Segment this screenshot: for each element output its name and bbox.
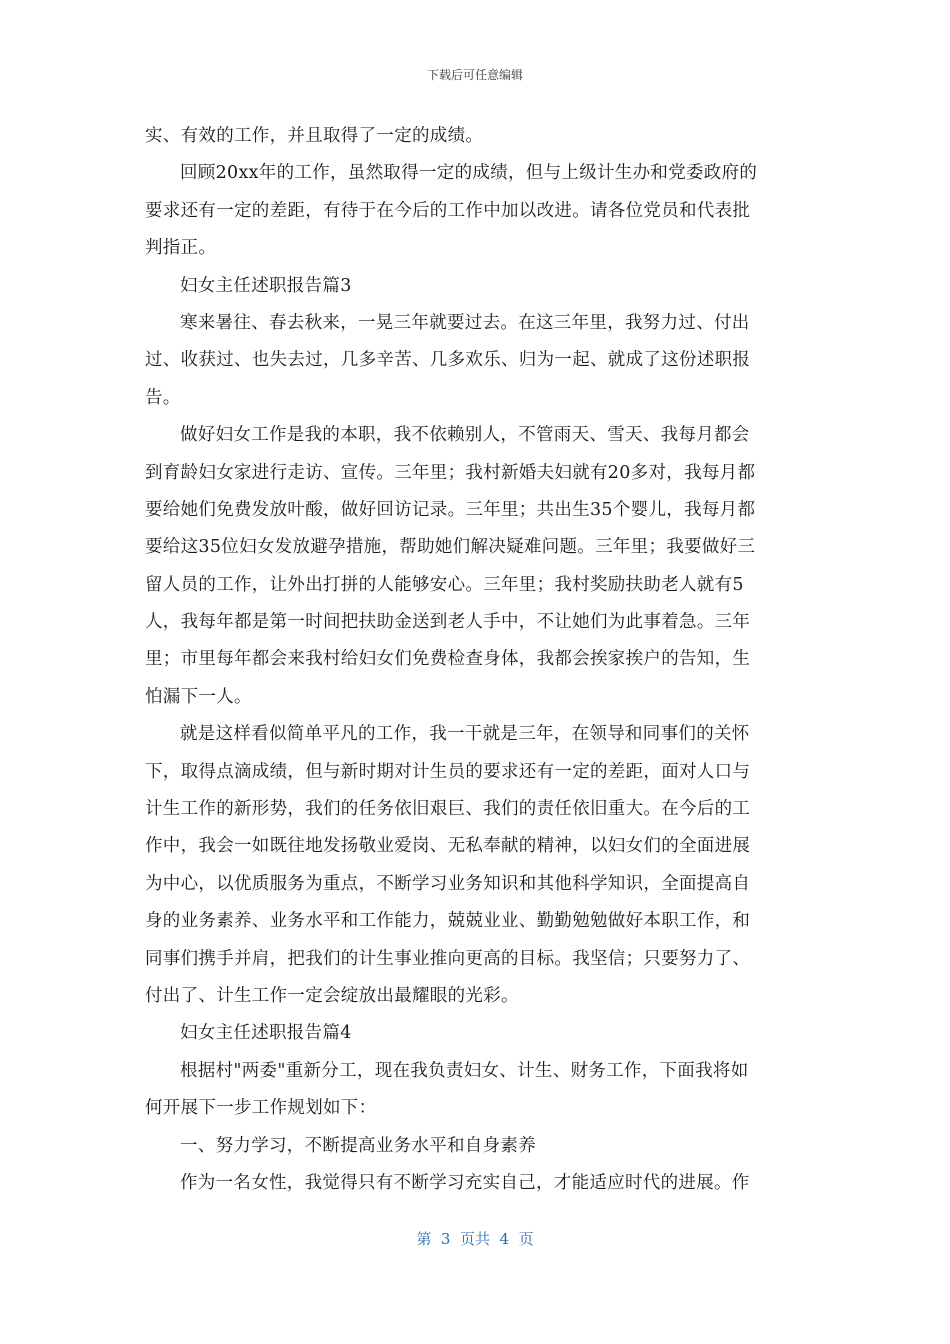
text-line: 根据村"两委"重新分工，现在我负责妇女、计生、财务工作，下面我将如 (180, 1060, 749, 1081)
text-line: 何开展下一步工作规划如下： (145, 1098, 377, 1119)
page-header: 下载后可任意编辑 (426, 68, 523, 82)
text-line: 妇女主任述职报告篇3 (180, 275, 352, 296)
text-line: 到育龄妇女家进行走访、宣传。三年里；我村新婚夫妇就有20多对，我每月都 (145, 462, 756, 483)
text-line: 作中，我会一如既往地发扬敬业爱岗、无私奉献的精神，以妇女们的全面进展 (145, 836, 751, 857)
text-line: 就是这样看似简单平凡的工作，我一干就是三年，在领导和同事们的关怀 (180, 724, 750, 745)
text-line: 为中心，以优质服务为重点，不断学习业务知识和其他科学知识，全面提高自 (145, 873, 751, 894)
text-line: 实、有效的工作，并且取得了一定的成绩。 (145, 126, 484, 146)
text-line: 要给这35位妇女发放避孕措施，帮助她们解决疑难问题。三年里；我要做好三 (145, 537, 756, 558)
text-line: 告。 (145, 387, 181, 408)
text-line: 里；市里每年都会来我村给妇女们免费检查身体，我都会挨家挨户的告知，生 (145, 649, 751, 670)
text-line: 回顾20xx年的工作，虽然取得一定的成绩，但与上级计生办和党委政府的 (180, 163, 758, 184)
text-line: 寒来暑往、春去秋来，一晃三年就要过去。在这三年里，我努力过、付出 (180, 312, 750, 333)
text-line: 计生工作的新形势，我们的任务依旧艰巨、我们的责任依旧重大。在今后的工 (145, 799, 751, 820)
text-line: 判指正。 (145, 238, 217, 259)
document-body (145, 118, 805, 1202)
text-line: 留人员的工作，让外出打拼的人能够安心。三年里；我村奖励扶助老人就有5 (145, 574, 744, 595)
text-line: 身的业务素养、业务水平和工作能力，兢兢业业、勤勤勉勉做好本职工作，和 (145, 911, 751, 932)
text-line: 作为一名女性，我觉得只有不断学习充实自己，才能适应时代的进展。作 (180, 1172, 750, 1193)
text-line: 一、努力学习，不断提高业务水平和自身素养 (180, 1135, 536, 1156)
text-line: 怕漏下一人。 (145, 686, 252, 707)
text-line: 要给她们免费发放叶酸，做好回访记录。三年里；共出生35个婴儿，我每月都 (145, 499, 756, 520)
text-line: 付出了、计生工作一定会绽放出最耀眼的光彩。 (145, 985, 519, 1006)
text-line: 同事们携手并肩，把我们的计生事业推向更高的目标。我坚信；只要努力了、 (145, 948, 751, 969)
text-line: 做好妇女工作是我的本职，我不依赖别人，不管雨天、雪天、我每月都会 (180, 425, 750, 446)
text-line: 下，取得点滴成绩，但与新时期对计生员的要求还有一定的差距，面对人口与 (145, 761, 751, 782)
text-line: 妇女主任述职报告篇4 (180, 1023, 352, 1044)
text-line: 要求还有一定的差距，有待于在今后的工作中加以改进。请各位党员和代表批 (145, 200, 751, 221)
text-line: 过、收获过、也失去过，几多辛苦、几多欢乐、归为一起、就成了这份述职报 (145, 350, 751, 371)
page-footer: 第 3 页共 4 页 (416, 1230, 534, 1248)
text-line: 人，我每年都是第一时间把扶助金送到老人手中，不让她们为此事着急。三年 (145, 612, 751, 633)
